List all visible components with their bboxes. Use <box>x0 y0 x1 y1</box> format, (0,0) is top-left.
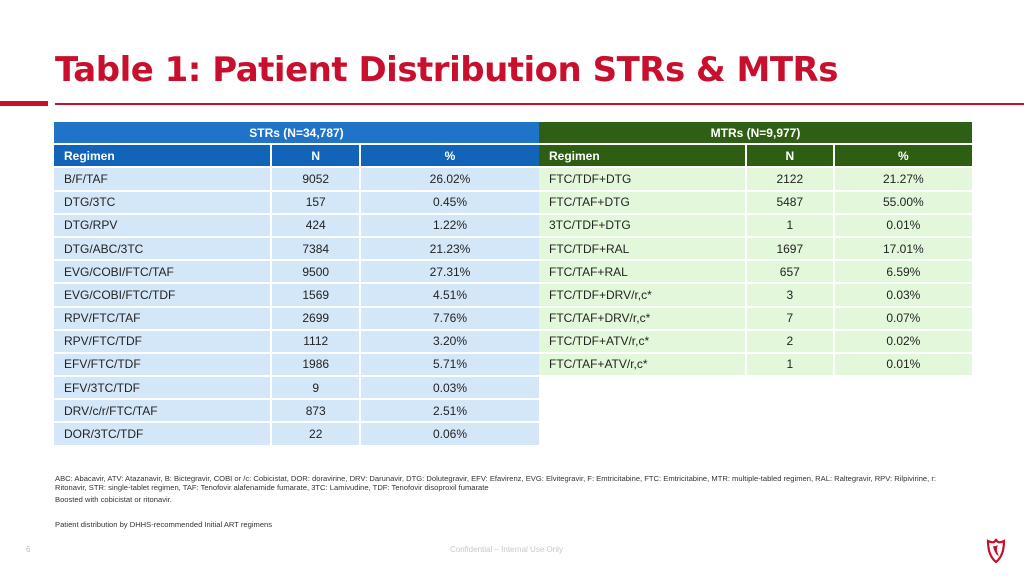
str-n-cell: 1986 <box>272 354 359 375</box>
mtr-regimen-cell: FTC/TAF+DRV/r,c* <box>539 308 745 329</box>
mtr-regimen-cell: FTC/TAF+RAL <box>539 261 745 282</box>
str-col-pct: % <box>361 145 539 166</box>
mtr-table-row <box>539 168 972 189</box>
abbreviations-footnote: ABC: Abacavir, ATV: Atazanavir, B: Bictegravir, COBI or /c: Cobicistat, DOR: doravirine, DRV: Darunavir, DTG: Dolutegravir, EFV: Efavirenz, EVG: Elvitegravir, F: Emtricitabine, FTC: Emtricitabine, MTR: multiple-tabled regimen, RAL: Raltegravir, RPV: Rilpivirine, r: Ritonavir, STR: single-tablet regimen, TAF: Tenofovir alafenamide fumarate, 3TC: Lamivudine, TDF: Tenofovir disoproxil fumarate <box>55 474 937 492</box>
str-pct-cell: 7.76% <box>361 308 539 329</box>
mtr-n-cell: 3 <box>747 284 833 305</box>
str-pct-cell: 27.31% <box>361 261 539 282</box>
str-pct-cell: 2.51% <box>361 400 539 421</box>
mtr-n-cell: 2122 <box>747 168 833 189</box>
str-table-row <box>54 377 539 398</box>
mtr-n-cell: 1697 <box>747 238 833 259</box>
str-n-cell: 9500 <box>272 261 359 282</box>
str-pct-cell: 0.45% <box>361 192 539 213</box>
mtr-table-row <box>539 331 972 352</box>
str-regimen-cell: DTG/RPV <box>54 215 270 236</box>
mtr-pct-cell: 0.01% <box>835 354 972 375</box>
gilead-logo-icon <box>985 537 1007 563</box>
str-pct-cell: 1.22% <box>361 215 539 236</box>
mtr-pct-cell: 6.59% <box>835 261 972 282</box>
str-table-row <box>54 192 539 213</box>
mtr-pct-cell: 21.27% <box>835 168 972 189</box>
str-n-cell: 2699 <box>272 308 359 329</box>
str-table-row <box>54 261 539 282</box>
mtr-group-header: MTRs (N=9,977) <box>539 122 972 143</box>
mtr-table-row <box>539 238 972 259</box>
mtr-n-cell: 7 <box>747 308 833 329</box>
mtr-regimen-cell: FTC/TDF+RAL <box>539 238 745 259</box>
str-table-row <box>54 238 539 259</box>
str-n-cell: 22 <box>272 423 359 444</box>
str-pct-cell: 21.23% <box>361 238 539 259</box>
mtr-regimen-cell: FTC/TDF+DTG <box>539 168 745 189</box>
title-divider <box>55 103 1024 105</box>
mtr-pct-cell: 0.02% <box>835 331 972 352</box>
str-regimen-cell: DRV/c/r/FTC/TAF <box>54 400 270 421</box>
str-regimen-cell: B/F/TAF <box>54 168 270 189</box>
str-table-row <box>54 308 539 329</box>
str-pct-cell: 0.06% <box>361 423 539 444</box>
mtr-pct-cell: 0.03% <box>835 284 972 305</box>
str-regimen-cell: EVG/COBI/FTC/TDF <box>54 284 270 305</box>
str-n-cell: 873 <box>272 400 359 421</box>
mtr-col-n: N <box>747 145 833 166</box>
mtr-n-cell: 1 <box>747 354 833 375</box>
mtr-table-row <box>539 192 972 213</box>
mtr-table-row <box>539 261 972 282</box>
mtr-pct-cell: 0.07% <box>835 308 972 329</box>
mtr-regimen-cell: FTC/TAF+DTG <box>539 192 745 213</box>
str-col-n: N <box>272 145 359 166</box>
mtr-n-cell: 2 <box>747 331 833 352</box>
str-table-row <box>54 215 539 236</box>
str-pct-cell: 26.02% <box>361 168 539 189</box>
distribution-footnote: Patient distribution by DHHS-recommended Initial ART regimens <box>55 520 273 529</box>
str-n-cell: 9052 <box>272 168 359 189</box>
mtr-table-row <box>539 354 972 375</box>
str-n-cell: 424 <box>272 215 359 236</box>
str-table <box>52 120 541 447</box>
str-n-cell: 1112 <box>272 331 359 352</box>
mtr-regimen-cell: 3TC/TDF+DTG <box>539 215 745 236</box>
str-table-row <box>54 423 539 444</box>
str-table-row <box>54 400 539 421</box>
str-regimen-cell: EFV/3TC/TDF <box>54 377 270 398</box>
str-pct-cell: 3.20% <box>361 331 539 352</box>
str-regimen-cell: RPV/FTC/TAF <box>54 308 270 329</box>
str-pct-cell: 4.51% <box>361 284 539 305</box>
mtr-pct-cell: 0.01% <box>835 215 972 236</box>
mtr-table-row <box>539 308 972 329</box>
mtr-table-row <box>539 215 972 236</box>
str-regimen-cell: DTG/ABC/3TC <box>54 238 270 259</box>
mtr-col-pct: % <box>835 145 972 166</box>
mtr-n-cell: 657 <box>747 261 833 282</box>
mtr-regimen-cell: FTC/TDF+DRV/r,c* <box>539 284 745 305</box>
mtr-table-row <box>539 284 972 305</box>
str-regimen-cell: RPV/FTC/TDF <box>54 331 270 352</box>
mtr-pct-cell: 55.00% <box>835 192 972 213</box>
mtr-n-cell: 1 <box>747 215 833 236</box>
mtr-pct-cell: 17.01% <box>835 238 972 259</box>
page-number: 6 <box>26 545 31 554</box>
page-title: Table 1: Patient Distribution STRs & MTRs <box>55 50 838 90</box>
str-group-header: STRs (N=34,787) <box>54 122 539 143</box>
mtr-col-regimen: Regimen <box>539 145 745 166</box>
str-n-cell: 1569 <box>272 284 359 305</box>
str-pct-cell: 0.03% <box>361 377 539 398</box>
str-regimen-cell: EVG/COBI/FTC/TAF <box>54 261 270 282</box>
mtr-n-cell: 5487 <box>747 192 833 213</box>
confidential-label: Confidential – Internal Use Only <box>450 545 563 554</box>
mtr-regimen-cell: FTC/TDF+ATV/r,c* <box>539 331 745 352</box>
mtr-table <box>537 120 974 377</box>
str-n-cell: 9 <box>272 377 359 398</box>
str-table-row <box>54 331 539 352</box>
str-regimen-cell: EFV/FTC/TDF <box>54 354 270 375</box>
str-n-cell: 157 <box>272 192 359 213</box>
str-table-row <box>54 168 539 189</box>
str-n-cell: 7384 <box>272 238 359 259</box>
str-pct-cell: 5.71% <box>361 354 539 375</box>
str-table-row <box>54 284 539 305</box>
mtr-regimen-cell: FTC/TAF+ATV/r,c* <box>539 354 745 375</box>
str-regimen-cell: DOR/3TC/TDF <box>54 423 270 444</box>
title-accent-bar <box>0 101 48 106</box>
str-table-row <box>54 354 539 375</box>
str-col-regimen: Regimen <box>54 145 270 166</box>
str-regimen-cell: DTG/3TC <box>54 192 270 213</box>
boosted-footnote: Boosted with cobicistat or ritonavir. <box>55 495 172 504</box>
